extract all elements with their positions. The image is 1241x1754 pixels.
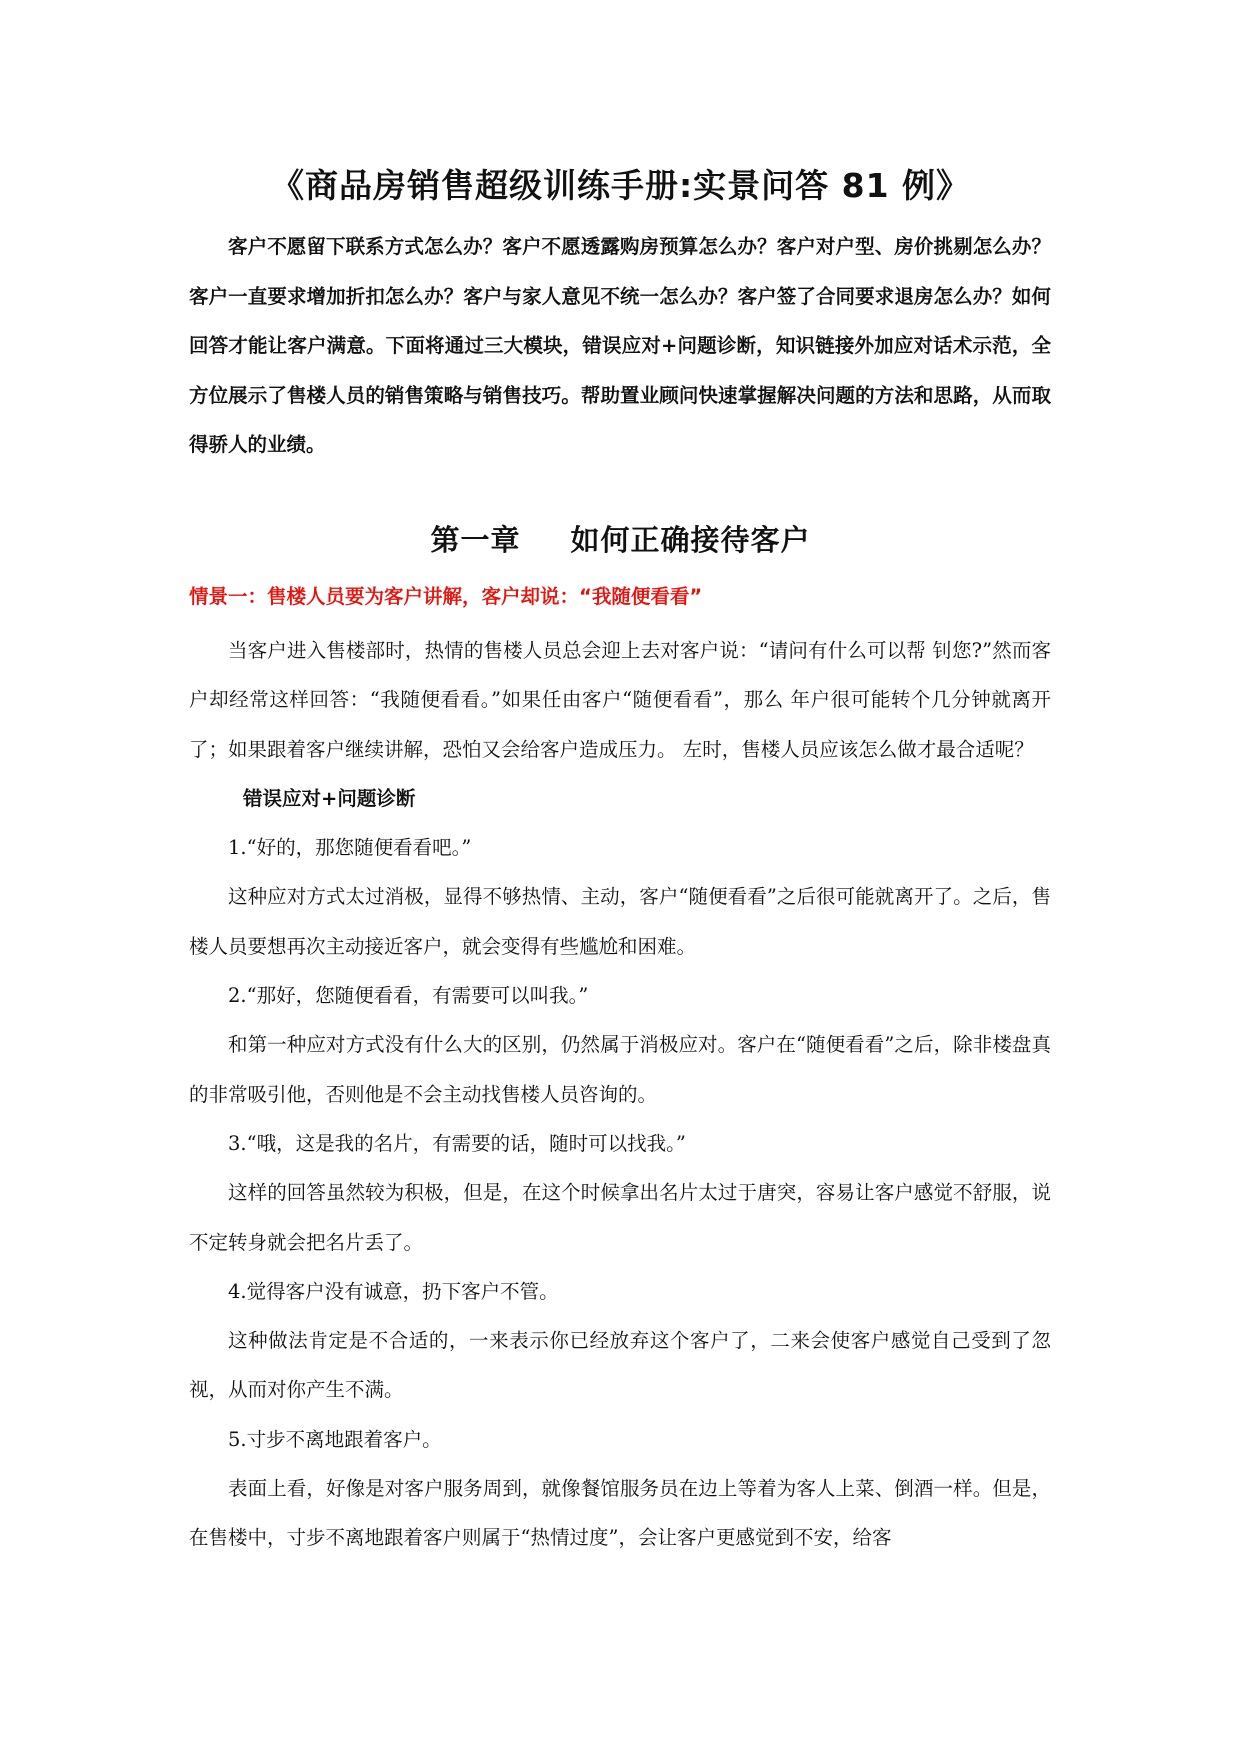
body-text: [189, 626, 1051, 1563]
section-heading: 错误应对+问题诊断: [243, 786, 416, 810]
scene-paragraph: 当客户进入售楼部时，热情的售楼人员总会迎上去对客户说：“请问有什么可以帮 钊您?”然而客户却经常这样回答：“我随便看看。”如果任由客户“随便看看”，那么 年户很可能转个几分钟就离开了；如果跟着客户继续讲解，恐怕又会给客户造成压力。 左时，售楼人员应该怎么做才最合适呢？: [189, 639, 1051, 761]
intro-paragraph: 客户不愿留下联系方式怎么办？客户不愿透露购房预算怎么办？客户对户型、房价挑剔怎么办？客户一直要求增加折扣怎么办？客户与家人意见不统一怎么办？客户签了合同要求退房怎么办？如何回答才能让客户满意。下面将通过三大模块，错误应对+问题诊断，知识链接外加应对话术示范，全方位展示了售楼人员的销售策略与销售技巧。帮助置业顾问快速掌握解决问题的方法和思路，从而取得骄人的业绩。: [189, 235, 1051, 456]
response-item-4: 4.觉得客户没有诚意，扔下客户不管。: [228, 1279, 559, 1303]
response-item-3: 3.“哦，这是我的名片，有需要的话，随时可以找我。”: [228, 1131, 686, 1155]
response-item-5: 5.寸步不离地跟着客户。: [228, 1427, 442, 1451]
analysis-paragraph-4: 这种做法肯定是不合适的，一来表示你已经放弃这个客户了，二来会使客户感觉自己受到了忽视，从而对你产生不满。: [189, 1329, 1051, 1402]
book-title: 《商品房销售超级训练手册:实景问答 81 例》: [270, 166, 971, 205]
analysis-paragraph-3: 这样的回答虽然较为积极，但是，在这个时候拿出名片太过于唐突，容易让客户感觉不舒服，说不定转身就会把名片丢了。: [189, 1181, 1051, 1254]
analysis-paragraph-5: 表面上看，好像是对客户服务周到，就像餐馆服务员在边上等着为客人上菜、倒酒一样。但是，在售楼中，寸步不离地跟着客户则属于“热情过度”，会让客户更感觉到不安，给客: [189, 1477, 1051, 1550]
scene-heading: 情景一：售楼人员要为客户讲解，客户却说：“我随便看看”: [189, 585, 703, 608]
response-item-1: 1.“好的，那您随便看看吧。”: [228, 836, 472, 860]
chapter-number: 第一章: [430, 523, 521, 557]
analysis-paragraph-1: 这种应对方式太过消极，显得不够热情、主动，客户“随便看看”之后很可能就离开了。之后，售楼人员要想再次主动接近客户，就会变得有些尴尬和困难。: [189, 885, 1051, 958]
chapter-heading: [0, 518, 1241, 559]
chapter-title: 如何正确接待客户: [570, 523, 811, 557]
analysis-paragraph-2: 和第一种应对方式没有什么大的区别，仍然属于消极应对。客户在“随便看看”之后，除非楼盘真的非常吸引他，否则他是不会主动找售楼人员咨询的。: [189, 1033, 1051, 1106]
response-item-2: 2.“那好，您随便看看，有需要可以叫我。”: [228, 984, 589, 1008]
